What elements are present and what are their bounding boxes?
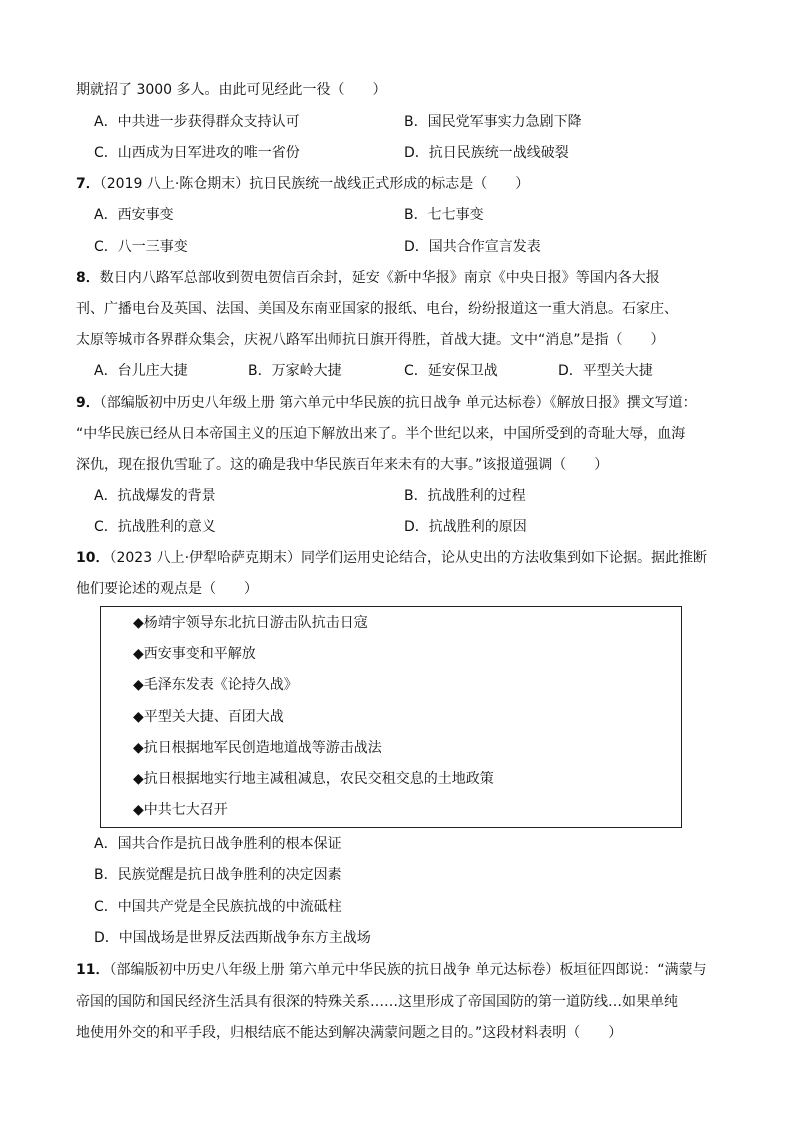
q10-option-d: D．中国战场是世界反法西斯战争东方主战场 (94, 930, 371, 946)
q11-number: 11． (76, 962, 110, 978)
q6-option-b: B．国民党军事实力急剧下降 (404, 114, 582, 130)
q7-stem (76, 174, 529, 194)
q10-stem-line-1 (76, 548, 707, 568)
q10-evidence-box (100, 606, 682, 828)
q10-evidence-item-3: ◆毛泽东发表《论持久战》 (133, 677, 298, 693)
q6-option-d: D．抗日民族统一战线破裂 (404, 145, 569, 161)
q10-option-a: A．国共合作是抗日战争胜利的根本保证 (94, 836, 342, 852)
q10-number: 10． (76, 550, 110, 566)
q10-stem-line-2: 他们要论述的观点是（ ） (76, 581, 258, 597)
q11-stem-line-1 (76, 960, 707, 980)
q8-option-d: D．平型关大捷 (558, 363, 653, 379)
q10-stem-text-1: （2023 八上·伊犁哈萨克期末）同学们运用史论结合，论从史出的方法收集到如下论据。据此推断 (109, 550, 708, 566)
q8-stem-text-1: 数日内八路军总部收到贺电贺信百余封，延安《新中华报》南京《中央日报》等国内各大报 (99, 270, 660, 286)
q10-option-c: C．中国共产党是全民族抗战的中流砥柱 (94, 899, 342, 915)
q10-evidence-item-7: ◆中共七大召开 (133, 802, 228, 818)
q11-stem-line-3: 地使用外交的和平手段，归根结底不能达到解决满蒙问题之目的。”这段材料表明（ ） (76, 1025, 623, 1041)
q10-evidence-item-1: ◆杨靖宇领导东北抗日游击队抗击日寇 (133, 615, 368, 631)
q8-option-a: A．台儿庄大捷 (94, 363, 188, 379)
q10-evidence-item-6: ◆抗日根据地实行地主减租减息，农民交租交息的土地政策 (133, 771, 494, 787)
q9-stem-line-3: 深仇，现在报仇雪耻了。这的确是我中华民族百年来未有的大事。”该报道强调（ ） (76, 457, 609, 473)
q9-option-b: B．抗战胜利的过程 (404, 488, 526, 504)
q6-stem-tail: 期就招了 3000 多人。由此可见经此一役（ ） (76, 82, 387, 98)
q9-option-d: D．抗战胜利的原因 (404, 519, 527, 535)
q9-stem-line-1 (76, 393, 697, 413)
q8-option-c: C．延安保卫战 (404, 363, 498, 379)
q9-stem-line-2: “中华民族已经从日本帝国主义的压迫下解放出来了。半个世纪以来，中国所受到的奇耻大辱，血海 (76, 426, 686, 442)
q9-number: 9． (76, 395, 100, 411)
q11-stem-line-2: 帝国的国防和国民经济生活具有很深的特殊关系……这里形成了帝国国防的第一道防线…如果单纯 (76, 994, 678, 1010)
q7-stem-text: （2019 八上·陈仓期末）抗日民族统一战线正式形成的标志是（ ） (99, 176, 530, 192)
q10-evidence-item-4: ◆平型关大捷、百团大战 (133, 709, 284, 725)
q8-stem-line-3: 太原等城市各界群众集会，庆祝八路军出师抗日旗开得胜，首战大捷。文中“消息”是指（ ） (76, 332, 665, 348)
q6-option-c: C．山西成为日军进攻的唯一省份 (94, 145, 300, 161)
q8-stem-line-2: 刊、广播电台及英国、法国、美国及东南亚国家的报纸、电台，纷纷报道这一重大消息。石家庄、 (76, 301, 678, 317)
q8-number: 8． (76, 270, 100, 286)
q10-evidence-item-2: ◆西安事变和平解放 (133, 646, 256, 662)
q7-option-d: D．国共合作宣言发表 (404, 239, 541, 255)
q11-stem-text-1: （部编版初中历史八年级上册 第六单元中华民族的抗日战争 单元达标卷）板垣征四郎说：“满蒙与 (109, 962, 707, 978)
q9-stem-text-1: （部编版初中历史八年级上册 第六单元中华民族的抗日战争 单元达标卷）《解放日报》撰文写道： (99, 395, 697, 411)
q7-number: 7． (76, 176, 100, 192)
q10-option-b: B．民族觉醒是抗日战争胜利的决定因素 (94, 867, 342, 883)
q9-option-c: C．抗战胜利的意义 (94, 519, 216, 535)
q7-option-c: C．八一三事变 (94, 239, 188, 255)
q7-option-b: B．七七事变 (404, 207, 484, 223)
q8-stem-line-1 (76, 268, 660, 288)
q8-option-b: B．万家岭大捷 (248, 363, 342, 379)
q7-option-a: A．西安事变 (94, 207, 174, 223)
q9-option-a: A．抗战爆发的背景 (94, 488, 216, 504)
q10-evidence-item-5: ◆抗日根据地军民创造地道战等游击战法 (133, 740, 382, 756)
q6-option-a: A．中共进一步获得群众支持认可 (94, 114, 300, 130)
